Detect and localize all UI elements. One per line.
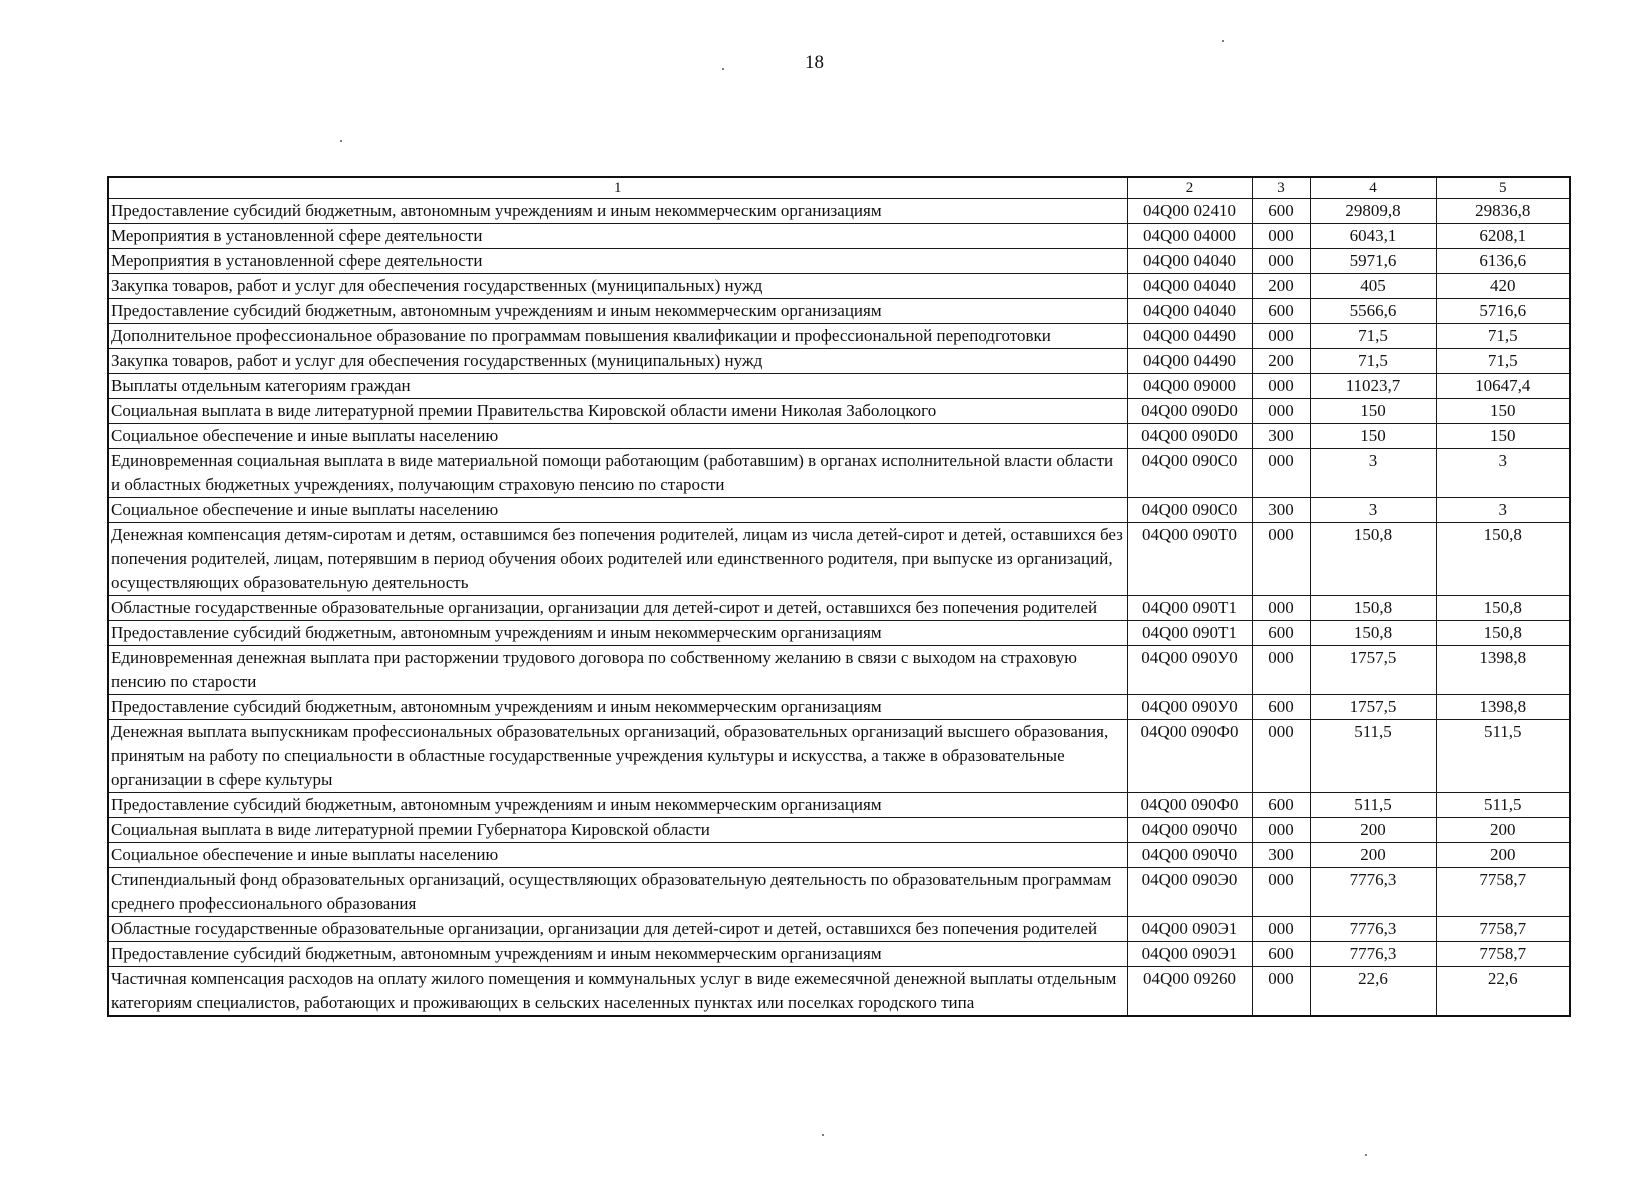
row-name-cell: Денежная компенсация детям-сиротам и детям, оставшимся без попечения родителей, лицам из числа детей-сирот и детей, оставшихся без попечения родителей, лицам, потерявшим в период обучения обоих родителей или единственного родителя, при выпуске из организаций, осуществляющих образовательную деятельность xyxy=(108,523,1127,596)
row-name-cell: Предоставление субсидий бюджетным, автономным учреждениям и иным некоммерческим организациям xyxy=(108,299,1127,324)
table-row xyxy=(108,299,1570,324)
row-expense-type-cell: 000 xyxy=(1252,596,1310,621)
row-expense-type-cell: 600 xyxy=(1252,299,1310,324)
row-code-cell: 04Q00 090Э0 xyxy=(1127,868,1252,917)
row-value-col4-cell: 200 xyxy=(1310,818,1436,843)
row-value-col5-cell: 1398,8 xyxy=(1436,695,1570,720)
row-name-cell: Выплаты отдельным категориям граждан xyxy=(108,374,1127,399)
row-expense-type-cell: 000 xyxy=(1252,523,1310,596)
row-name-cell: Областные государственные образовательные организации, организации для детей-сирот и детей, оставшихся без попечения родителей xyxy=(108,596,1127,621)
row-code-cell: 04Q00 090У0 xyxy=(1127,695,1252,720)
row-expense-type-cell: 000 xyxy=(1252,324,1310,349)
row-value-col4-cell: 3 xyxy=(1310,498,1436,523)
row-expense-type-cell: 000 xyxy=(1252,224,1310,249)
row-value-col4-cell: 150,8 xyxy=(1310,523,1436,596)
row-value-col5-cell: 1398,8 xyxy=(1436,646,1570,695)
row-name-cell: Областные государственные образовательные организации, организации для детей-сирот и детей, оставшихся без попечения родителей xyxy=(108,917,1127,942)
header-col-2: 2 xyxy=(1127,177,1252,199)
table-body xyxy=(108,177,1570,1016)
row-value-col4-cell: 511,5 xyxy=(1310,720,1436,793)
row-value-col4-cell: 22,6 xyxy=(1310,967,1436,1017)
table-row xyxy=(108,349,1570,374)
row-name-cell: Социальное обеспечение и иные выплаты населению xyxy=(108,843,1127,868)
row-value-col5-cell: 200 xyxy=(1436,818,1570,843)
table-row xyxy=(108,199,1570,224)
table-row xyxy=(108,793,1570,818)
row-name-cell: Единовременная социальная выплата в виде материальной помощи работающим (работавшим) в органах исполнительной власти области и областных бюджетных учреждениях, получающим страховую пенсию по старости xyxy=(108,449,1127,498)
row-code-cell: 04Q00 090D0 xyxy=(1127,399,1252,424)
row-value-col4-cell: 11023,7 xyxy=(1310,374,1436,399)
row-expense-type-cell: 200 xyxy=(1252,349,1310,374)
row-code-cell: 04Q00 02410 xyxy=(1127,199,1252,224)
row-value-col4-cell: 7776,3 xyxy=(1310,942,1436,967)
row-value-col5-cell: 3 xyxy=(1436,498,1570,523)
table-row xyxy=(108,498,1570,523)
row-value-col5-cell: 10647,4 xyxy=(1436,374,1570,399)
row-name-cell: Предоставление субсидий бюджетным, автономным учреждениям и иным некоммерческим организациям xyxy=(108,621,1127,646)
row-value-col4-cell: 7776,3 xyxy=(1310,868,1436,917)
row-value-col4-cell: 1757,5 xyxy=(1310,646,1436,695)
row-value-col4-cell: 29809,8 xyxy=(1310,199,1436,224)
row-value-col4-cell: 71,5 xyxy=(1310,324,1436,349)
row-value-col4-cell: 150 xyxy=(1310,424,1436,449)
table-row xyxy=(108,399,1570,424)
row-value-col5-cell: 150,8 xyxy=(1436,621,1570,646)
row-value-col5-cell: 150 xyxy=(1436,399,1570,424)
row-code-cell: 04Q00 090Ф0 xyxy=(1127,720,1252,793)
row-expense-type-cell: 000 xyxy=(1252,967,1310,1017)
budget-table xyxy=(107,176,1571,1017)
table-row xyxy=(108,374,1570,399)
row-value-col5-cell: 5716,6 xyxy=(1436,299,1570,324)
row-code-cell: 04Q00 090T1 xyxy=(1127,596,1252,621)
table-row xyxy=(108,843,1570,868)
table-row xyxy=(108,274,1570,299)
row-code-cell: 04Q00 090Э1 xyxy=(1127,942,1252,967)
row-value-col4-cell: 71,5 xyxy=(1310,349,1436,374)
row-name-cell: Социальное обеспечение и иные выплаты населению xyxy=(108,498,1127,523)
row-code-cell: 04Q00 090Ч0 xyxy=(1127,818,1252,843)
row-name-cell: Мероприятия в установленной сфере деятельности xyxy=(108,249,1127,274)
row-expense-type-cell: 000 xyxy=(1252,449,1310,498)
row-name-cell: Денежная выплата выпускникам профессиональных образовательных организаций, образовательных организаций высшего образования, принятым на работу по специальности в областные государственные учреждения культуры и искусства, а также в образовательные организации в сфере культуры xyxy=(108,720,1127,793)
row-expense-type-cell: 600 xyxy=(1252,621,1310,646)
row-value-col5-cell: 71,5 xyxy=(1436,349,1570,374)
row-name-cell: Социальная выплата в виде литературной премии Правительства Кировской области имени Николая Заболоцкого xyxy=(108,399,1127,424)
table-row xyxy=(108,324,1570,349)
row-expense-type-cell: 300 xyxy=(1252,843,1310,868)
row-name-cell: Стипендиальный фонд образовательных организаций, осуществляющих образовательную деятельность по образовательным программам среднего профессионального образования xyxy=(108,868,1127,917)
scan-speck xyxy=(722,68,724,70)
row-value-col4-cell: 150,8 xyxy=(1310,621,1436,646)
row-expense-type-cell: 000 xyxy=(1252,917,1310,942)
row-value-col5-cell: 71,5 xyxy=(1436,324,1570,349)
row-code-cell: 04Q00 04490 xyxy=(1127,349,1252,374)
row-name-cell: Предоставление субсидий бюджетным, автономным учреждениям и иным некоммерческим организациям xyxy=(108,199,1127,224)
table-row xyxy=(108,720,1570,793)
row-name-cell: Мероприятия в установленной сфере деятельности xyxy=(108,224,1127,249)
row-value-col4-cell: 5566,6 xyxy=(1310,299,1436,324)
row-name-cell: Закупка товаров, работ и услуг для обеспечения государственных (муниципальных) нужд xyxy=(108,274,1127,299)
row-code-cell: 04Q00 090T1 xyxy=(1127,621,1252,646)
row-expense-type-cell: 300 xyxy=(1252,424,1310,449)
row-name-cell: Закупка товаров, работ и услуг для обеспечения государственных (муниципальных) нужд xyxy=(108,349,1127,374)
row-value-col5-cell: 150,8 xyxy=(1436,596,1570,621)
table-row xyxy=(108,646,1570,695)
table-row xyxy=(108,249,1570,274)
row-value-col4-cell: 7776,3 xyxy=(1310,917,1436,942)
row-expense-type-cell: 000 xyxy=(1252,646,1310,695)
row-name-cell: Частичная компенсация расходов на оплату жилого помещения и коммунальных услуг в виде ежемесячной денежной выплаты отдельным категориям специалистов, работающих и проживающих в сельских населенных пунктах или поселках городского типа xyxy=(108,967,1127,1017)
row-code-cell: 04Q00 090Э1 xyxy=(1127,917,1252,942)
row-value-col5-cell: 420 xyxy=(1436,274,1570,299)
row-value-col5-cell: 7758,7 xyxy=(1436,942,1570,967)
row-expense-type-cell: 600 xyxy=(1252,793,1310,818)
row-expense-type-cell: 000 xyxy=(1252,868,1310,917)
row-value-col4-cell: 150,8 xyxy=(1310,596,1436,621)
row-code-cell: 04Q00 09260 xyxy=(1127,967,1252,1017)
table-row xyxy=(108,596,1570,621)
row-code-cell: 04Q00 090T0 xyxy=(1127,523,1252,596)
row-value-col5-cell: 22,6 xyxy=(1436,967,1570,1017)
row-value-col5-cell: 6136,6 xyxy=(1436,249,1570,274)
scan-speck xyxy=(340,140,342,142)
row-value-col4-cell: 1757,5 xyxy=(1310,695,1436,720)
row-name-cell: Дополнительное профессиональное образование по программам повышения квалификации и профессиональной переподготовки xyxy=(108,324,1127,349)
row-value-col5-cell: 6208,1 xyxy=(1436,224,1570,249)
table-row xyxy=(108,523,1570,596)
row-value-col5-cell: 200 xyxy=(1436,843,1570,868)
row-value-col5-cell: 29836,8 xyxy=(1436,199,1570,224)
row-value-col4-cell: 405 xyxy=(1310,274,1436,299)
row-expense-type-cell: 000 xyxy=(1252,374,1310,399)
row-expense-type-cell: 000 xyxy=(1252,818,1310,843)
row-code-cell: 04Q00 090C0 xyxy=(1127,449,1252,498)
row-code-cell: 04Q00 04000 xyxy=(1127,224,1252,249)
row-name-cell: Предоставление субсидий бюджетным, автономным учреждениям и иным некоммерческим организациям xyxy=(108,942,1127,967)
row-code-cell: 04Q00 09000 xyxy=(1127,374,1252,399)
row-code-cell: 04Q00 090Ч0 xyxy=(1127,843,1252,868)
row-expense-type-cell: 600 xyxy=(1252,199,1310,224)
table-header-row xyxy=(108,177,1570,199)
table-row xyxy=(108,967,1570,1017)
row-expense-type-cell: 300 xyxy=(1252,498,1310,523)
header-col-5: 5 xyxy=(1436,177,1570,199)
row-value-col5-cell: 150 xyxy=(1436,424,1570,449)
row-value-col5-cell: 7758,7 xyxy=(1436,917,1570,942)
table-row xyxy=(108,621,1570,646)
row-value-col5-cell: 511,5 xyxy=(1436,793,1570,818)
page-number: 18 xyxy=(805,52,824,73)
row-value-col4-cell: 5971,6 xyxy=(1310,249,1436,274)
row-code-cell: 04Q00 090D0 xyxy=(1127,424,1252,449)
row-code-cell: 04Q00 04040 xyxy=(1127,274,1252,299)
table-row xyxy=(108,424,1570,449)
row-name-cell: Единовременная денежная выплата при расторжении трудового договора по собственному желанию в связи с выходом на страховую пенсию по старости xyxy=(108,646,1127,695)
table-row xyxy=(108,942,1570,967)
row-expense-type-cell: 600 xyxy=(1252,942,1310,967)
table-row xyxy=(108,818,1570,843)
table-row xyxy=(108,449,1570,498)
row-code-cell: 04Q00 04040 xyxy=(1127,299,1252,324)
row-code-cell: 04Q00 090У0 xyxy=(1127,646,1252,695)
table-row xyxy=(108,695,1570,720)
row-expense-type-cell: 000 xyxy=(1252,720,1310,793)
row-value-col5-cell: 7758,7 xyxy=(1436,868,1570,917)
row-value-col5-cell: 3 xyxy=(1436,449,1570,498)
row-name-cell: Социальное обеспечение и иные выплаты населению xyxy=(108,424,1127,449)
row-value-col4-cell: 150 xyxy=(1310,399,1436,424)
row-code-cell: 04Q00 090Ф0 xyxy=(1127,793,1252,818)
row-value-col4-cell: 511,5 xyxy=(1310,793,1436,818)
row-expense-type-cell: 200 xyxy=(1252,274,1310,299)
table-row xyxy=(108,224,1570,249)
row-code-cell: 04Q00 04490 xyxy=(1127,324,1252,349)
row-expense-type-cell: 000 xyxy=(1252,399,1310,424)
table-row xyxy=(108,868,1570,917)
scan-speck xyxy=(1222,40,1224,42)
row-value-col5-cell: 150,8 xyxy=(1436,523,1570,596)
scan-speck xyxy=(822,1134,824,1136)
row-value-col4-cell: 6043,1 xyxy=(1310,224,1436,249)
row-name-cell: Социальная выплата в виде литературной премии Губернатора Кировской области xyxy=(108,818,1127,843)
table-row xyxy=(108,917,1570,942)
header-col-3: 3 xyxy=(1252,177,1310,199)
header-col-1: 1 xyxy=(108,177,1127,199)
row-value-col4-cell: 3 xyxy=(1310,449,1436,498)
row-name-cell: Предоставление субсидий бюджетным, автономным учреждениям и иным некоммерческим организациям xyxy=(108,793,1127,818)
row-name-cell: Предоставление субсидий бюджетным, автономным учреждениям и иным некоммерческим организациям xyxy=(108,695,1127,720)
row-value-col4-cell: 200 xyxy=(1310,843,1436,868)
row-code-cell: 04Q00 04040 xyxy=(1127,249,1252,274)
row-expense-type-cell: 000 xyxy=(1252,249,1310,274)
scan-speck xyxy=(1365,1154,1367,1156)
header-col-4: 4 xyxy=(1310,177,1436,199)
row-value-col5-cell: 511,5 xyxy=(1436,720,1570,793)
row-code-cell: 04Q00 090C0 xyxy=(1127,498,1252,523)
row-expense-type-cell: 600 xyxy=(1252,695,1310,720)
